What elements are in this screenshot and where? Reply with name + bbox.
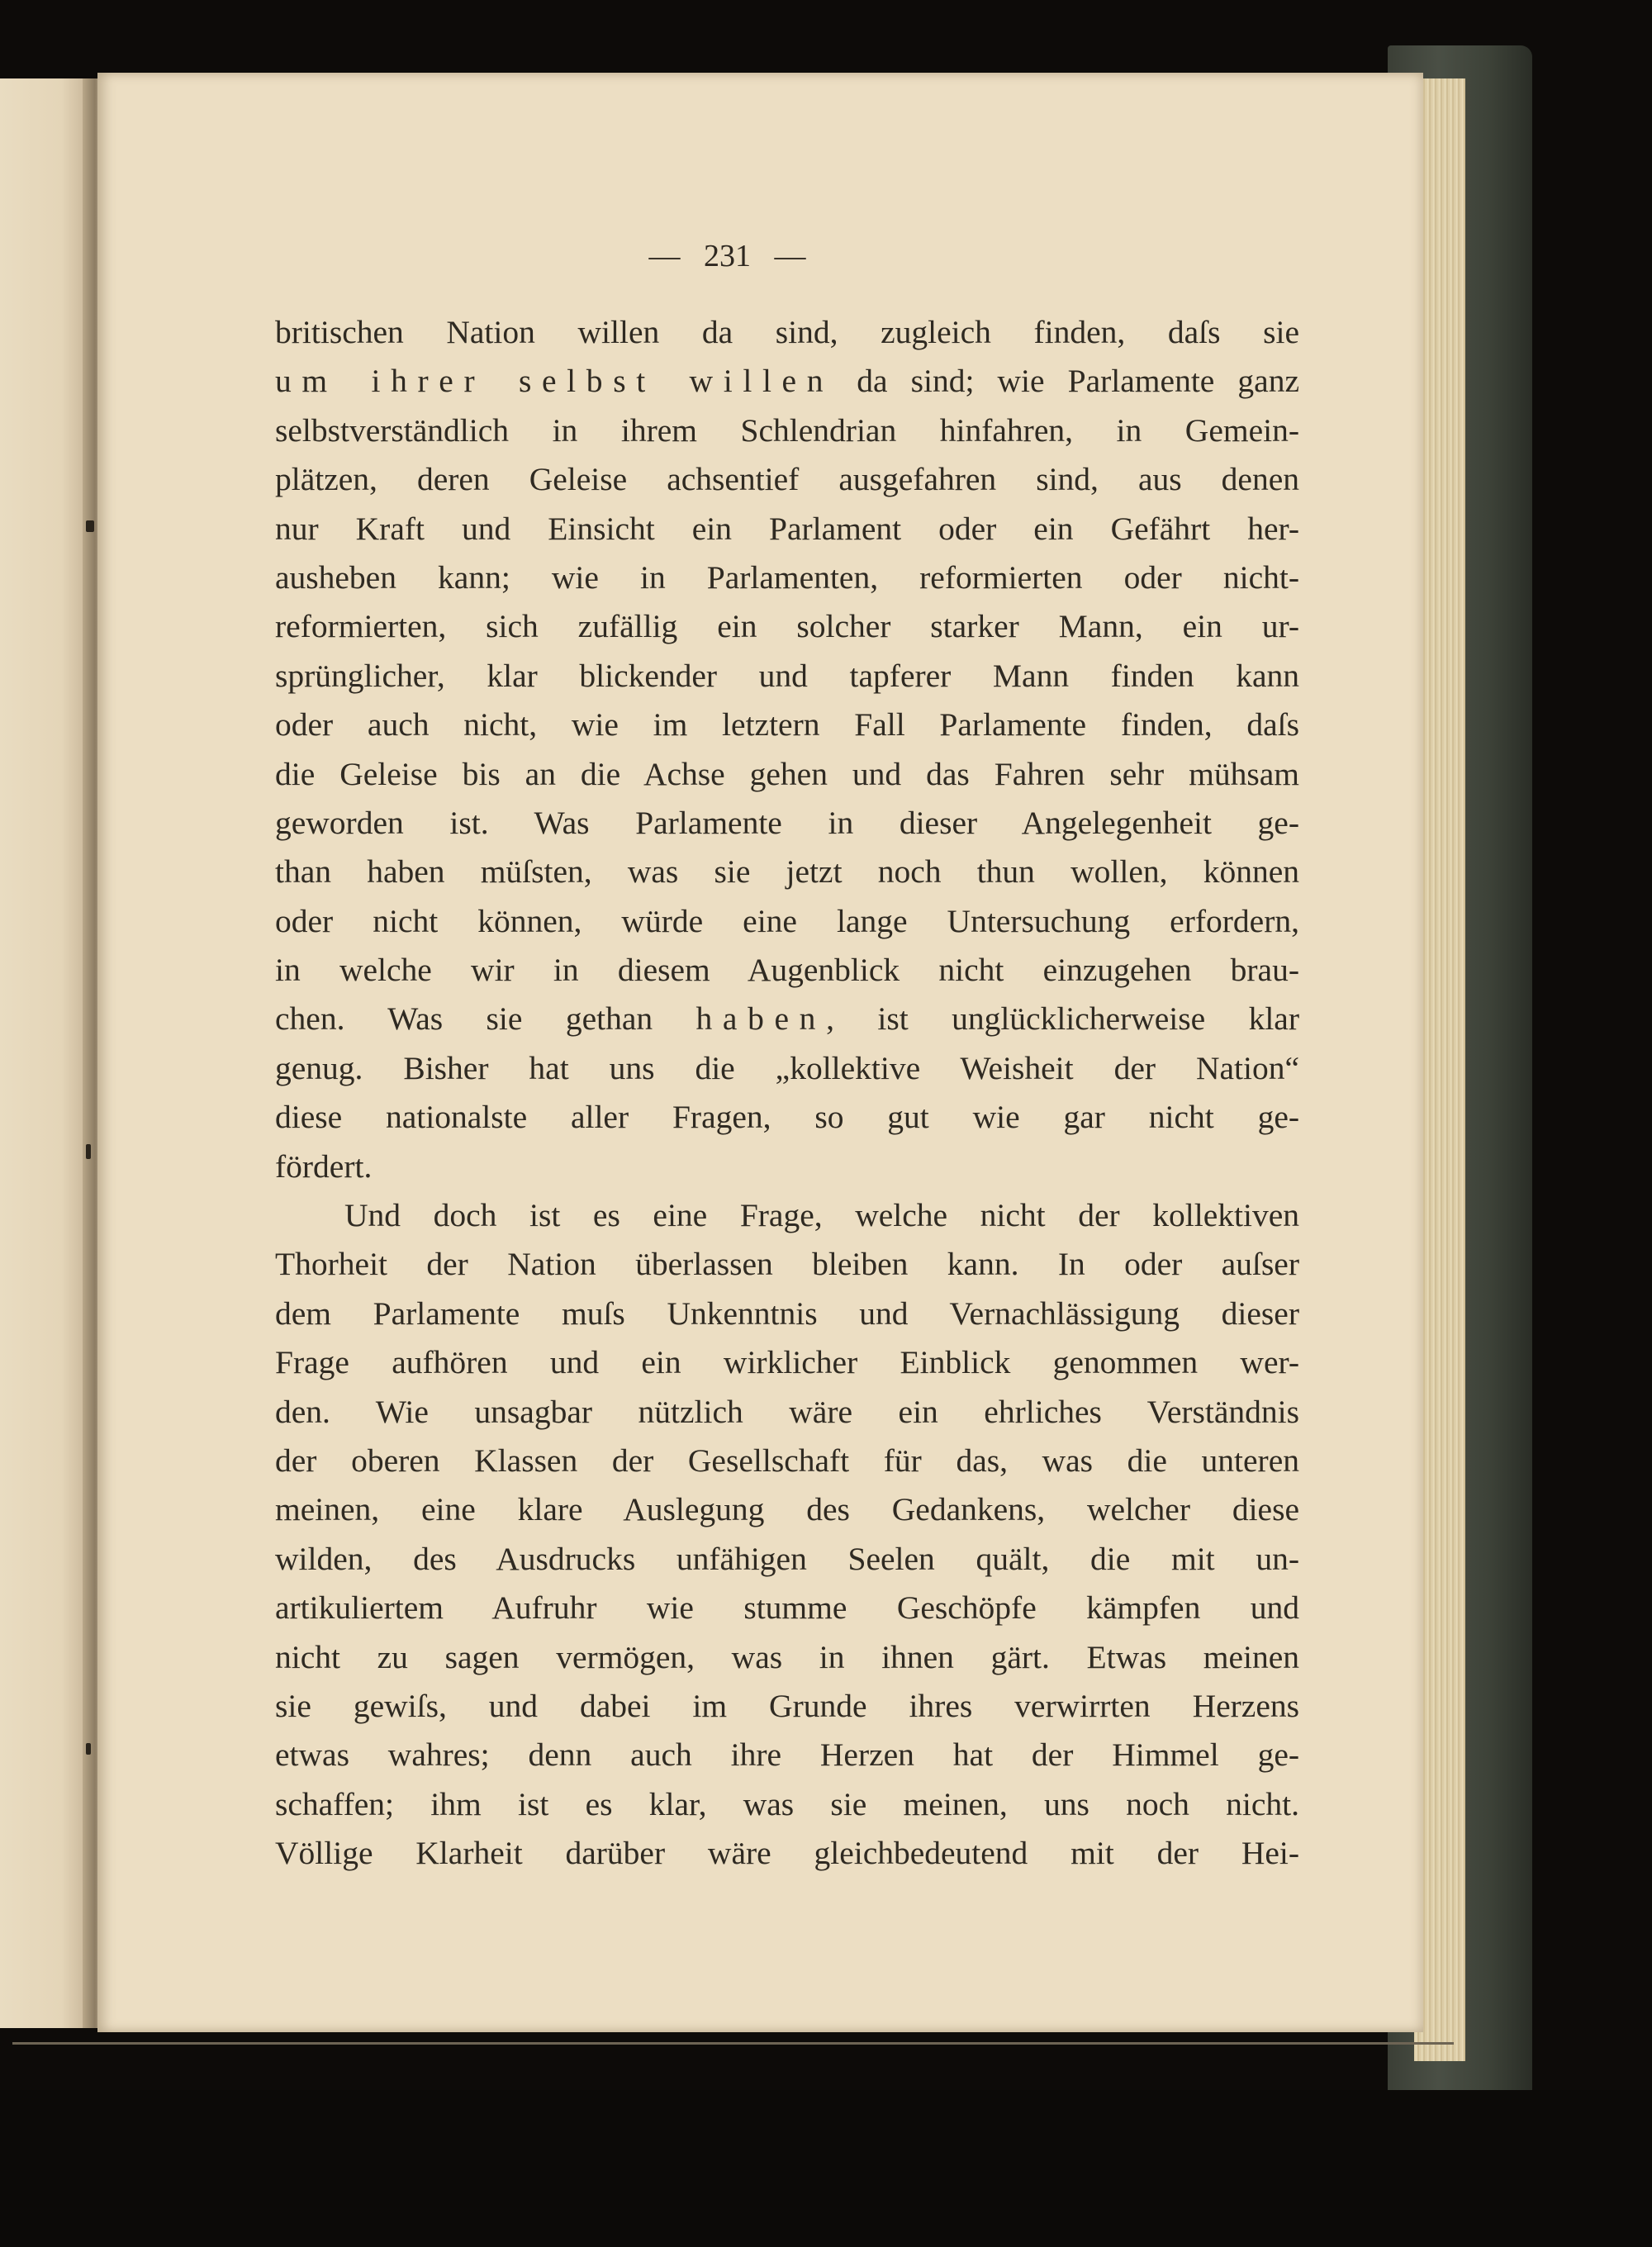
text-segment: Thorheit der Nation überlassen bleiben kann. In oder auſser (275, 1246, 1299, 1283)
text-segment: than haben müſsten, was sie jetzt noch thun wollen, können (275, 853, 1299, 891)
text-line (275, 553, 1299, 602)
text-line (275, 1290, 1299, 1338)
text-segment: diese nationalste aller Fragen, so gut wie gar nicht ge- (275, 1099, 1299, 1136)
margin-mark (86, 1144, 91, 1159)
text-line (275, 1535, 1299, 1584)
text-segment: Und doch ist es eine Frage, welche nicht der kollektiven (344, 1197, 1299, 1234)
text-segment: oder auch nicht, wie im letztern Fall Parlamente finden, daſs (275, 706, 1299, 743)
text-line (275, 1388, 1299, 1437)
margin-mark (86, 1743, 91, 1755)
text-segment: wilden, des Ausdrucks unfähigen Seelen quält, die mit un- (275, 1540, 1299, 1577)
body-text (275, 308, 1299, 1879)
text-line (275, 652, 1299, 701)
text-segment: dem Parlamente muſs Unkenntnis und Vernachlässigung dieser (275, 1295, 1299, 1332)
text-line (275, 897, 1299, 946)
text-segment: , ist unglücklicherweise klar (826, 1000, 1299, 1038)
text-segment: ausheben kann; wie in Parlamenten, reformierten oder nicht- (275, 558, 1299, 596)
text-line (275, 357, 1299, 406)
spaced-emphasis-text: um (275, 363, 372, 400)
spaced-emphasis-text: haben (695, 1000, 827, 1038)
text-segment: etwas wahres; denn auch ihre Herzen hat der Himmel ge- (275, 1736, 1299, 1774)
bottom-edge-line (12, 2042, 1454, 2045)
text-segment: sprünglicher, klar blickender und tapferer Mann finden kann (275, 657, 1299, 694)
text-line (275, 750, 1299, 799)
text-segment: die Geleise bis an die Achse gehen und das Fahren sehr mühsam (275, 755, 1299, 792)
margin-mark (86, 520, 94, 532)
spaced-emphasis-text: ihrer selbst willen (371, 363, 834, 400)
text-segment: meinen, eine klare Auslegung des Gedankens, welcher diese (275, 1491, 1299, 1528)
text-line (275, 406, 1299, 455)
text-line (275, 455, 1299, 504)
text-segment: Frage aufhören und ein wirklicher Einblick genommen wer- (275, 1344, 1299, 1381)
text-segment: britischen Nation willen da sind, zugleich finden, daſs sie (275, 314, 1299, 350)
text-segment: den. Wie unsagbar nützlich wäre ein ehrliches Verständnis (275, 1393, 1299, 1430)
text-segment: plätzen, deren Geleise achsentief ausgefahren sind, aus denen (275, 461, 1299, 498)
scan-background (0, 2090, 1652, 2247)
text-line (275, 1829, 1299, 1878)
text-line (275, 1044, 1299, 1093)
text-segment: selbstverständlich in ihrem Schlendrian hinfahren, in Gemein- (275, 411, 1299, 449)
text-line (275, 946, 1299, 995)
text-line (275, 602, 1299, 651)
text-line (275, 1780, 1299, 1829)
text-line (275, 1240, 1299, 1289)
text-line (275, 1338, 1299, 1387)
text-line (275, 308, 1299, 357)
text-line (275, 1485, 1299, 1534)
text-line (275, 1633, 1299, 1682)
text-line (275, 1437, 1299, 1485)
text-segment: chen. Was sie gethan (275, 1000, 696, 1038)
text-line (275, 1731, 1299, 1779)
text-line (275, 995, 1299, 1043)
text-segment: fördert. (275, 1147, 373, 1185)
text-line (275, 1143, 1299, 1191)
text-segment: in welche wir in diesem Augenblick nicht einzugehen brau- (275, 952, 1299, 989)
text-segment: der oberen Klassen der Gesellschaft für das, was die unteren (275, 1442, 1299, 1479)
text-segment: Völlige Klarheit darüber wäre gleichbedeutend mit der Hei- (275, 1835, 1299, 1872)
text-line (275, 1191, 1299, 1240)
text-segment: sie gewiſs, und dabei im Grunde ihres verwirrten Herzens (275, 1687, 1299, 1724)
text-line (275, 505, 1299, 553)
text-segment: nur Kraft und Einsicht ein Parlament oder ein Gefährt her- (275, 510, 1299, 547)
text-segment: schaffen; ihm ist es klar, was sie meinen, uns noch nicht. (275, 1785, 1299, 1822)
text-segment: nicht zu sagen vermögen, was in ihnen gärt. Etwas meinen (275, 1638, 1299, 1675)
page-number: — 231 — (648, 239, 806, 273)
text-line (275, 1093, 1299, 1142)
text-line (275, 1584, 1299, 1632)
text-segment: genug. Bisher hat uns die „kollektive Weisheit der Nation“ (275, 1049, 1299, 1086)
text-segment: reformierten, sich zufällig ein solcher starker Mann, ein ur- (275, 608, 1299, 645)
text-segment: artikuliertem Aufruhr wie stumme Geschöpfe kämpfen und (275, 1589, 1299, 1627)
left-page-strip (0, 78, 88, 2028)
text-segment: da sind; wie Parlamente ganz (833, 363, 1299, 400)
text-line (275, 848, 1299, 896)
text-line (275, 701, 1299, 749)
text-segment: oder nicht können, würde eine lange Untersuchung erfordern, (275, 902, 1299, 939)
right-page (97, 73, 1423, 2032)
text-segment: geworden ist. Was Parlamente in dieser Angelegenheit ge- (275, 804, 1299, 841)
text-line (275, 1682, 1299, 1731)
text-line (275, 799, 1299, 848)
